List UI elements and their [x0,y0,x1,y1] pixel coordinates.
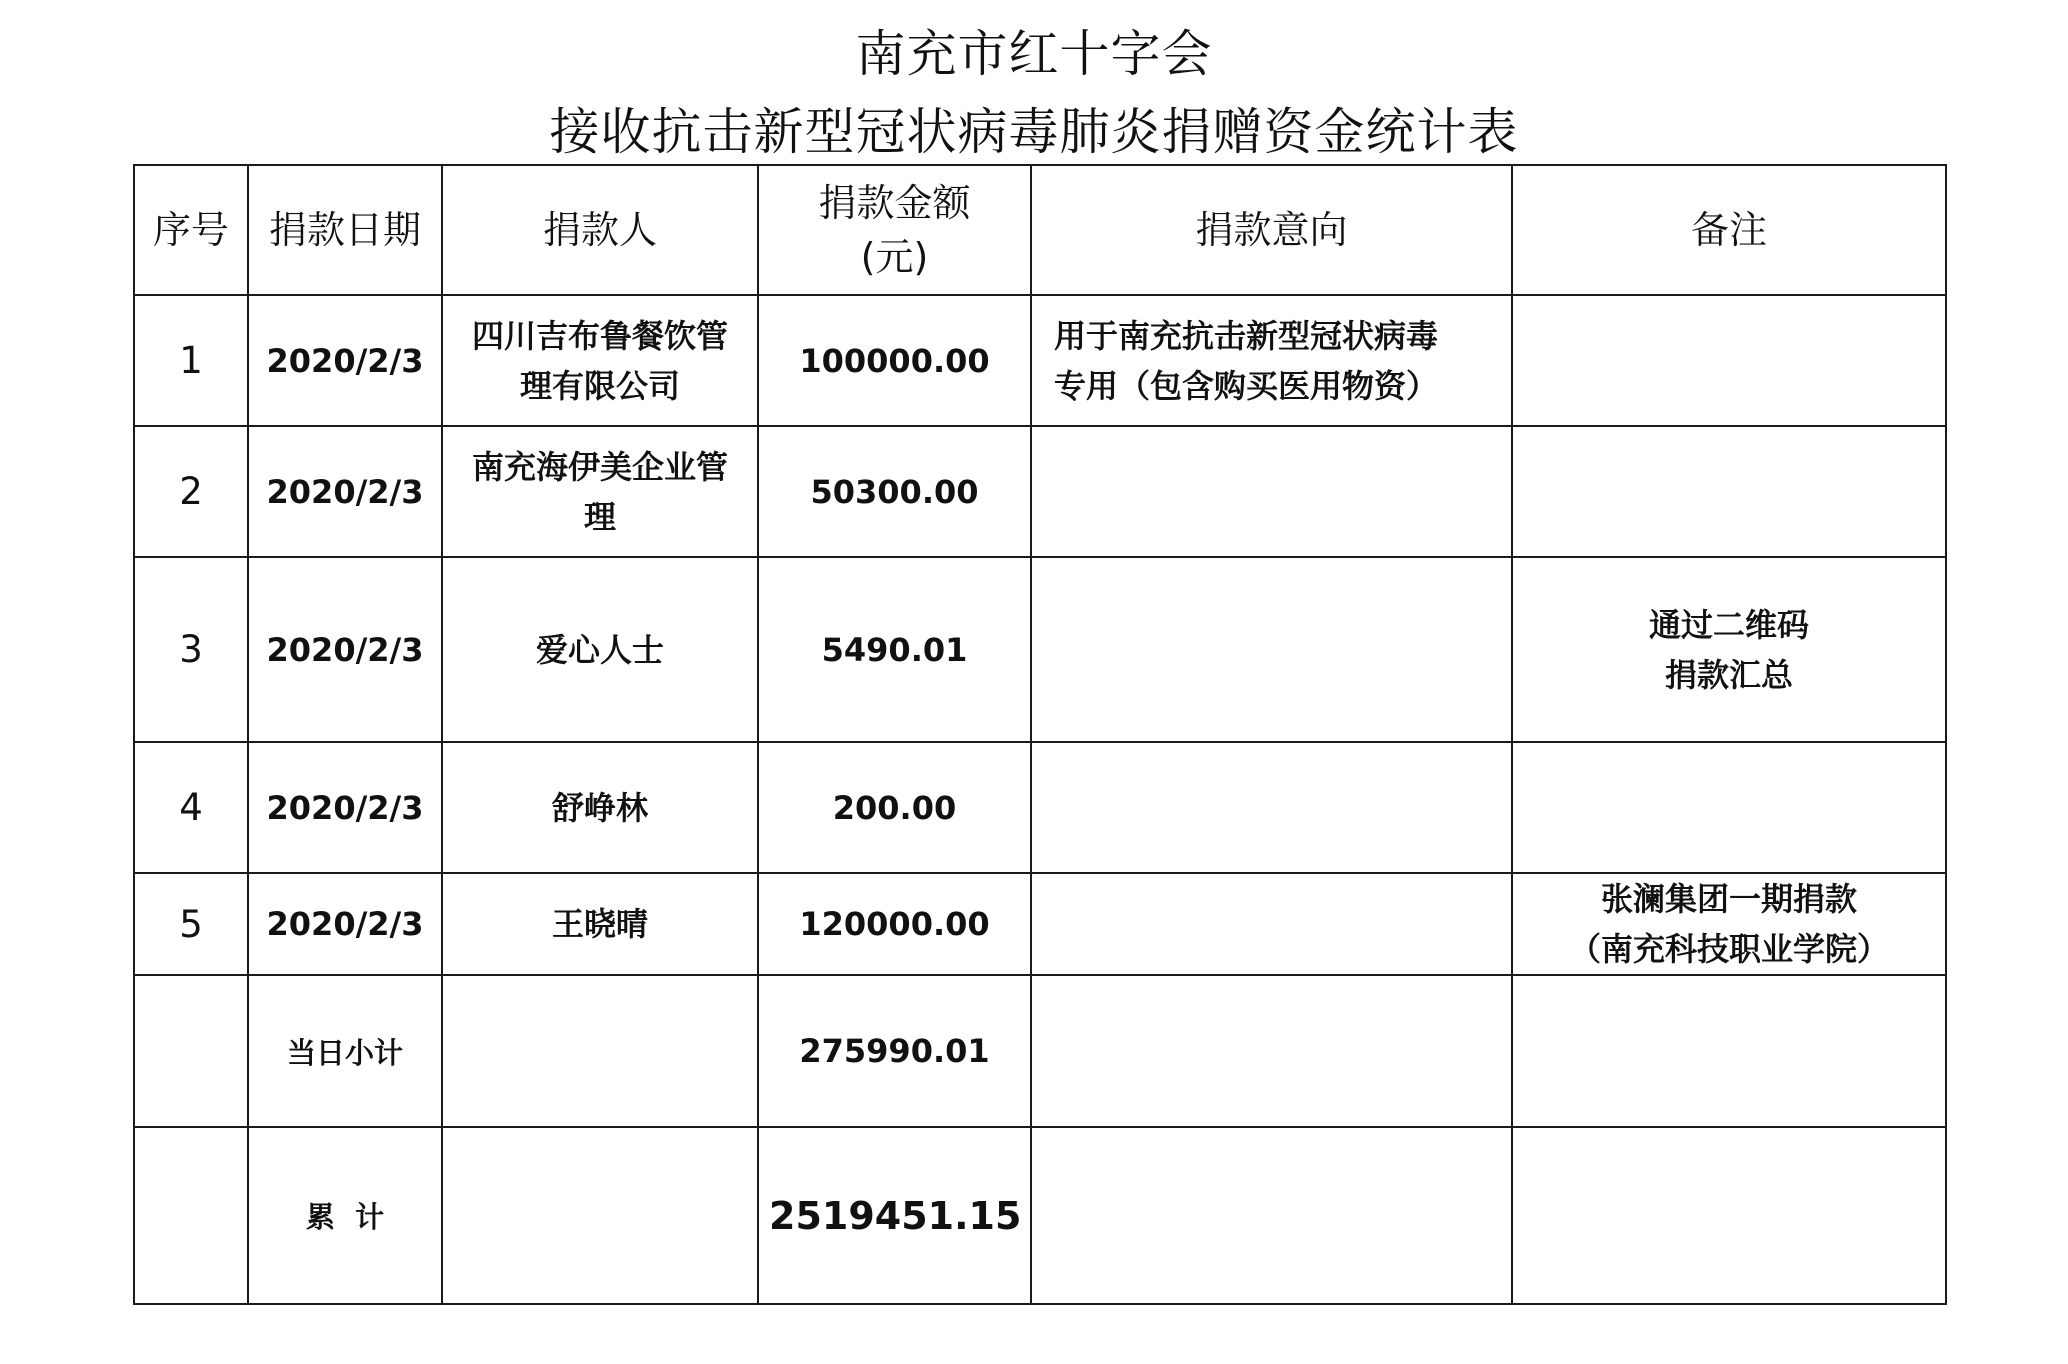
table-row [134,295,1946,426]
row-date: 2020/2/3 [248,295,442,426]
donor-line-1: 南充海伊美企业管 [471,447,728,486]
row-purpose [1031,426,1512,557]
subtotal-label: 当日小计 [248,975,442,1127]
row-no: 5 [134,873,248,975]
row-note [1512,873,1946,975]
subtotal-no-cell [134,975,248,1127]
document-title [0,18,2068,168]
row-amount: 120000.00 [758,873,1031,975]
title-line-2: 接收抗击新型冠状病毒肺炎捐赠资金统计表 [549,103,1519,161]
row-purpose [1031,557,1512,742]
row-purpose [1031,742,1512,873]
purpose-line-1: 用于南充抗击新型冠状病毒 [1054,316,1439,355]
header-date: 捐款日期 [248,165,442,295]
table-row [134,873,1946,975]
donation-table [133,164,1947,1305]
table-row [134,557,1946,742]
header-amount-line1: 捐款金额 [818,181,971,225]
header-donor: 捐款人 [442,165,758,295]
total-note-cell [1512,1127,1946,1304]
total-label: 累 计 [248,1127,442,1304]
row-donor [442,557,758,742]
row-no: 3 [134,557,248,742]
subtotal-donor-cell [442,975,758,1127]
subtotal-note-cell [1512,975,1946,1127]
row-no: 1 [134,295,248,426]
row-amount: 200.00 [758,742,1031,873]
table-row [134,426,1946,557]
total-donor-cell [442,1127,758,1304]
note-line-2: （南充科技职业学院） [1568,930,1889,968]
row-donor [442,873,758,975]
note-line-2: 捐款汇总 [1664,655,1793,694]
row-note [1512,557,1946,742]
subtotal-row [134,975,1946,1127]
title-line-1: 南充市红十字会 [855,25,1213,83]
total-amount: 2519451.15 [758,1127,1031,1304]
row-donor [442,295,758,426]
row-no: 4 [134,742,248,873]
header-note: 备注 [1512,165,1946,295]
row-donor [442,742,758,873]
row-note [1512,426,1946,557]
row-purpose [1031,873,1512,975]
row-purpose [1031,295,1512,426]
donor-line-1: 王晓晴 [551,905,648,943]
table-row [134,742,1946,873]
purpose-line-2: 专用（包含购买医用物资） [1054,366,1439,405]
donor-line-2: 理 [583,497,616,536]
row-note [1512,742,1946,873]
note-line-1: 张澜集团一期捐款 [1600,880,1857,918]
row-donor [442,426,758,557]
row-date: 2020/2/3 [248,426,442,557]
donor-line-2: 理有限公司 [519,366,680,405]
row-no: 2 [134,426,248,557]
row-date: 2020/2/3 [248,873,442,975]
row-date: 2020/2/3 [248,557,442,742]
header-amount-line2: (元) [860,235,929,279]
table-header-row [134,165,1946,295]
row-note [1512,295,1946,426]
total-purpose-cell [1031,1127,1512,1304]
donor-line-1: 爱心人士 [535,630,664,669]
total-no-cell [134,1127,248,1304]
header-amount [758,165,1031,295]
donor-line-1: 四川吉布鲁餐饮管 [471,316,728,355]
note-line-1: 通过二维码 [1648,605,1809,644]
header-no: 序号 [134,165,248,295]
row-date: 2020/2/3 [248,742,442,873]
subtotal-amount: 275990.01 [758,975,1031,1127]
row-amount: 50300.00 [758,426,1031,557]
row-amount: 100000.00 [758,295,1031,426]
donor-line-1: 舒峥林 [551,788,648,827]
row-amount: 5490.01 [758,557,1031,742]
subtotal-purpose-cell [1031,975,1512,1127]
header-purpose: 捐款意向 [1031,165,1512,295]
total-row [134,1127,1946,1304]
